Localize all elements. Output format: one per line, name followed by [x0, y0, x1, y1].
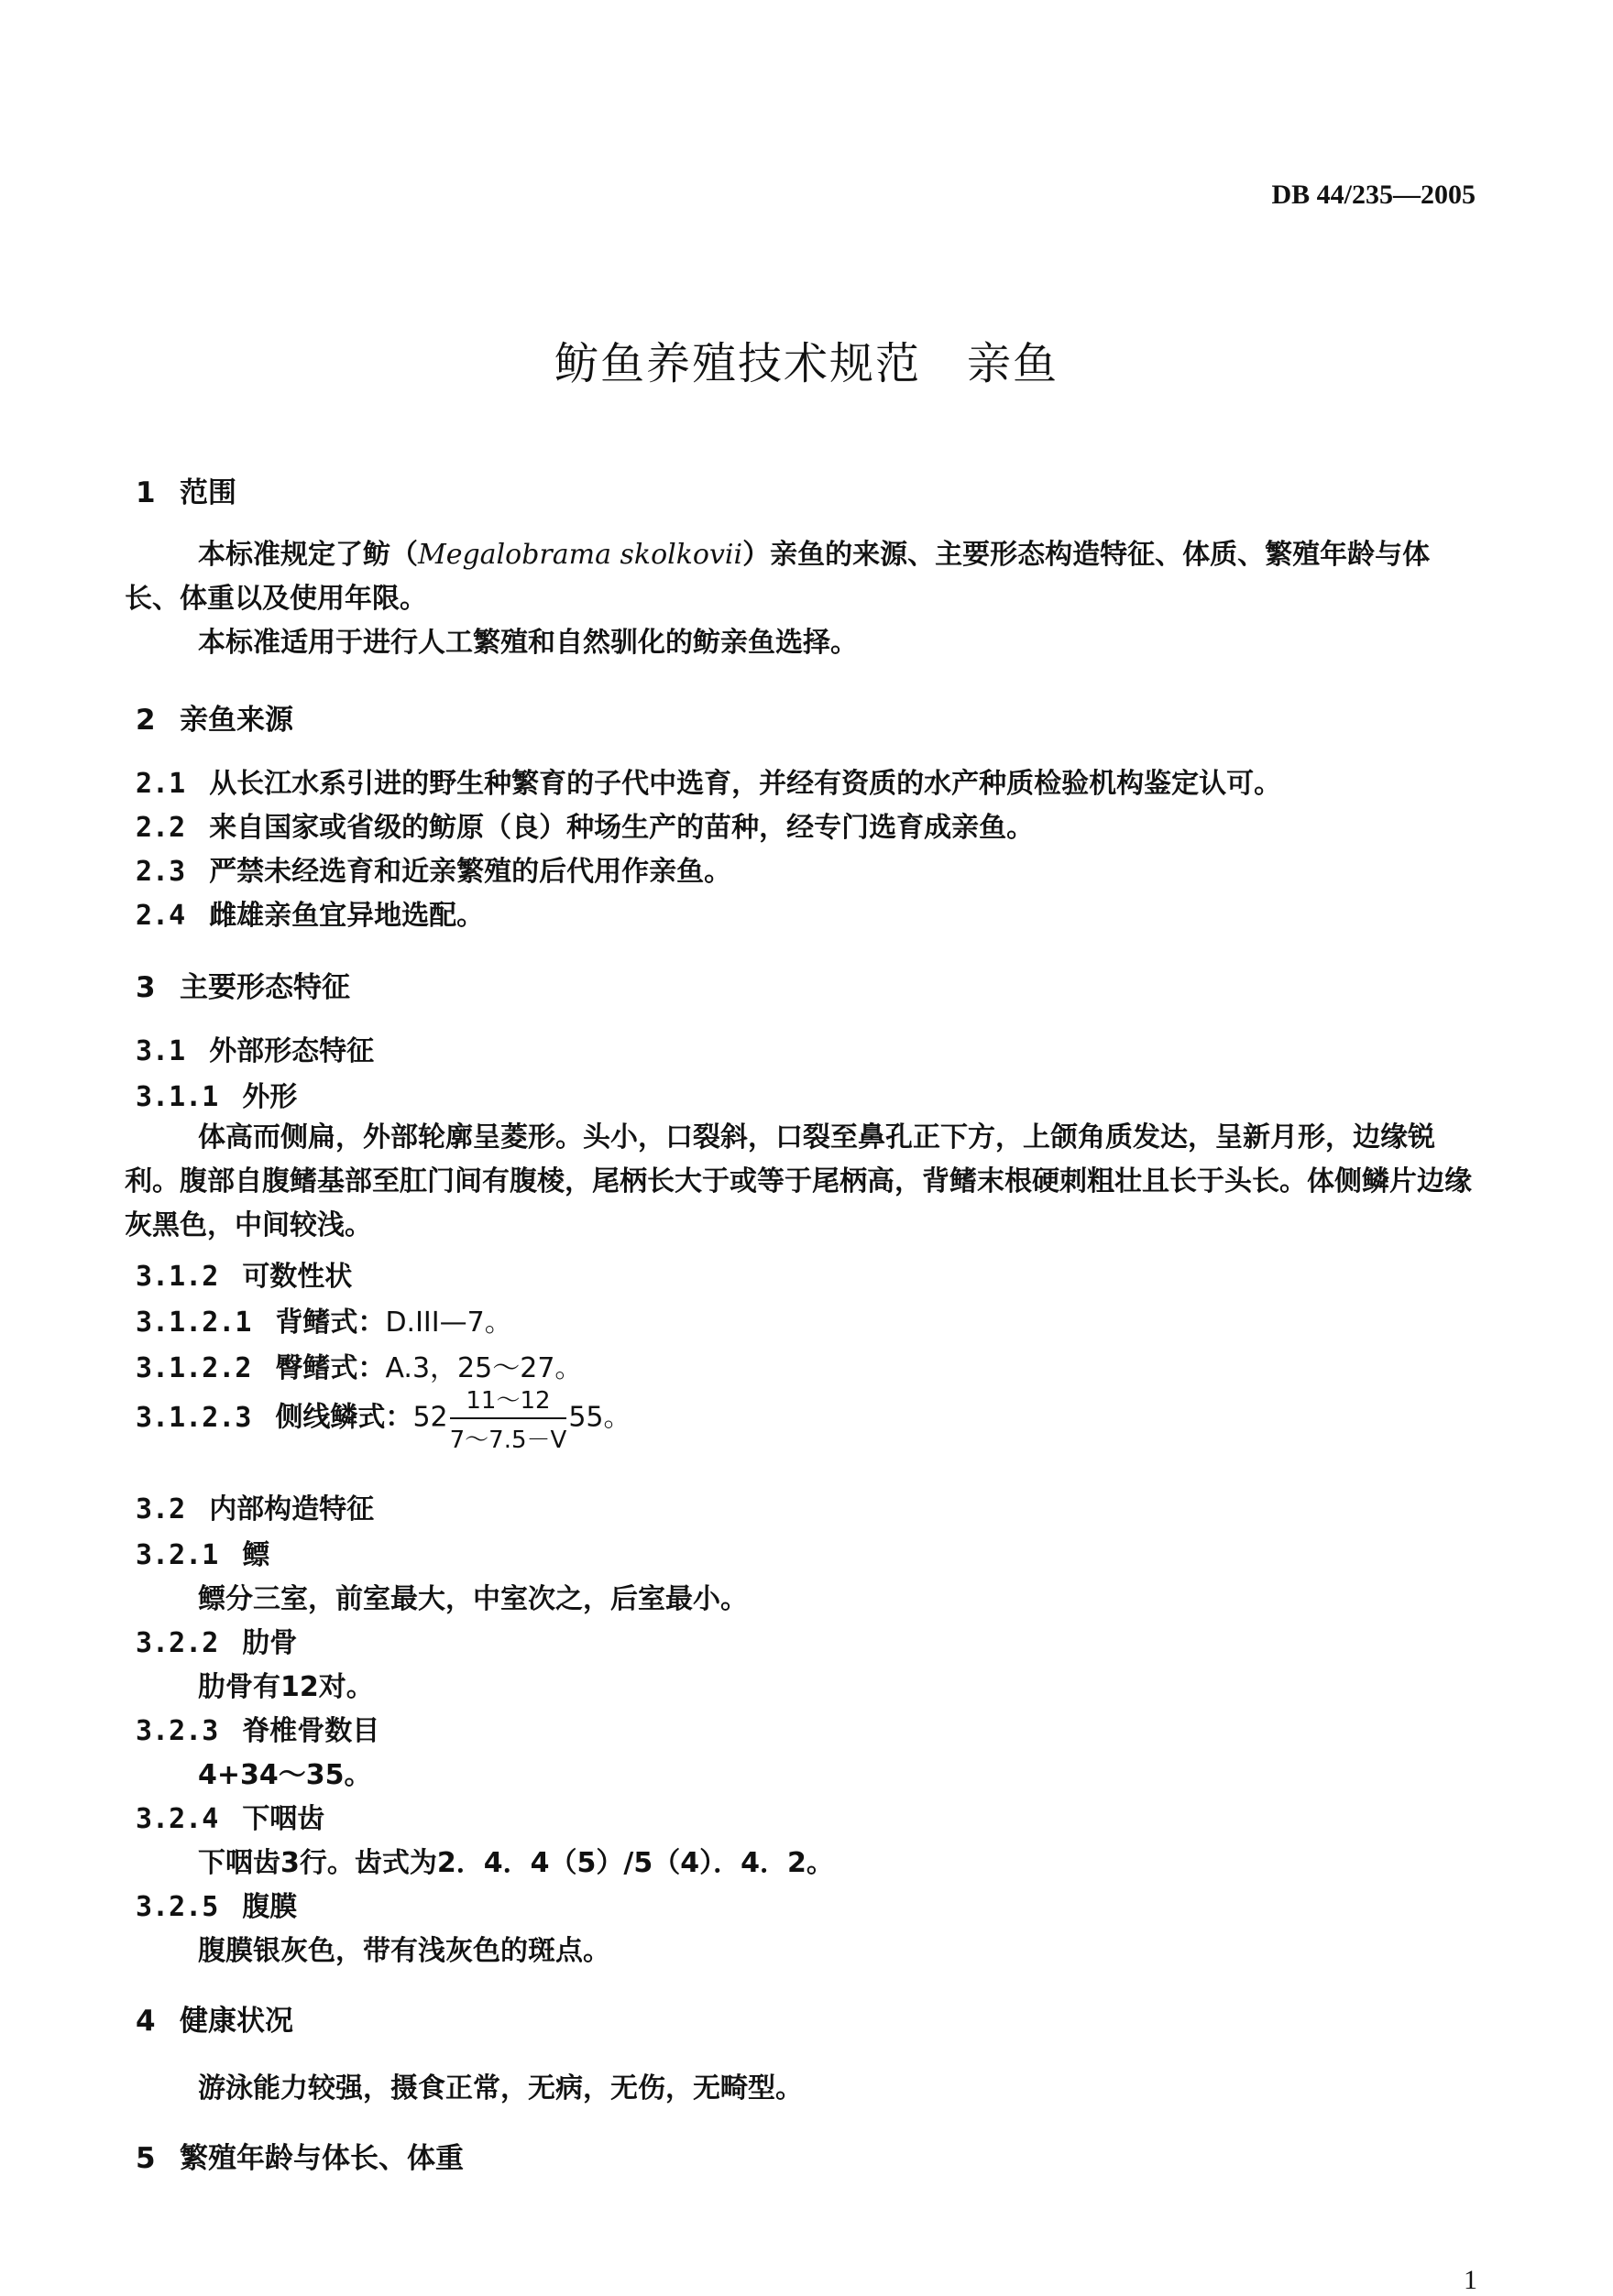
lateral-line-right: 55。: [568, 1401, 631, 1434]
subsection-3-2-1: [136, 1532, 269, 1572]
item-text: 腹膜: [242, 1891, 298, 1923]
item-text: 雌雄亲鱼宜异地选配。: [209, 900, 485, 932]
item-text: 严禁未经选育和近亲繁殖的后代用作亲鱼。: [209, 856, 732, 888]
item-number: 2.4: [136, 900, 186, 932]
section-number: 4: [136, 2005, 156, 2038]
section-title: 范围: [180, 476, 236, 509]
item-number: 3.1.2.1: [136, 1307, 252, 1339]
section-number: 5: [136, 2142, 156, 2175]
item-text: 外形: [242, 1081, 298, 1113]
section-number: 3: [136, 971, 156, 1004]
item-label: 侧线鳞式：: [275, 1401, 413, 1434]
item-number: 3.1.2: [136, 1261, 219, 1293]
text-run: ）亲鱼的来源、主要形态构造特征、体质、繁殖年龄与体长、体重以及使用年限。: [125, 539, 1431, 615]
section-3-heading: [136, 964, 350, 1005]
subsection-3-2-4: [136, 1796, 324, 1836]
item-number: 2.3: [136, 856, 186, 888]
list-item-2-1: [136, 760, 1281, 801]
section-1-paragraph-2: 本标准适用于进行人工繁殖和自然驯化的鲂亲鱼选择。: [198, 627, 858, 659]
item-label: 背鳍式：: [275, 1307, 386, 1339]
document-number: DB 44/235—2005: [1271, 180, 1476, 210]
subsection-3-1: [136, 1028, 374, 1068]
subsection-3-2: [136, 1486, 374, 1526]
lateral-line-left: 52: [412, 1401, 448, 1434]
item-text: 鳔: [242, 1539, 270, 1571]
item-number: 3.1: [136, 1035, 186, 1067]
item-value: A.3，25～27。: [385, 1352, 583, 1384]
item-number: 2.2: [136, 812, 186, 844]
item-number: 3.2.2: [136, 1627, 219, 1659]
page-title: 鲂鱼养殖技术规范 亲鱼: [554, 338, 1059, 389]
item-number: 3.1.2.3: [136, 1401, 252, 1434]
item-number: 3.1.2.2: [136, 1352, 252, 1384]
item-number: 3.2.1: [136, 1539, 219, 1571]
item-text: 可数性状: [242, 1261, 353, 1293]
latin-species-name: Megalobrama skolkovii: [418, 539, 743, 571]
section-1-heading: [136, 469, 236, 510]
item-text: 肋骨: [242, 1627, 298, 1659]
list-item-2-4: [136, 892, 484, 933]
list-item-2-2: [136, 804, 1034, 845]
subsection-3-2-2: [136, 1620, 297, 1660]
text-run: 本标准规定了鲂（: [198, 539, 418, 571]
section-title: 亲鱼来源: [180, 704, 293, 737]
section-number: 1: [136, 476, 156, 509]
item-text: 脊椎骨数目: [242, 1715, 380, 1747]
subsection-3-2-3-text: 4+34～35。: [198, 1759, 372, 1791]
subsection-3-2-5: [136, 1884, 297, 1924]
item-text: 内部构造特征: [209, 1493, 375, 1525]
subsection-3-1-2: [136, 1253, 352, 1294]
section-title: 主要形态特征: [180, 971, 350, 1004]
item-number: 3.2.3: [136, 1715, 219, 1747]
item-value: D.III—7。: [385, 1307, 512, 1339]
subsection-3-2-2-text: 肋骨有12对。: [198, 1671, 374, 1703]
section-1-paragraph-1: [125, 533, 1481, 621]
item-text: 来自国家或省级的鲂原（良）种场生产的苗种，经专门选育成亲鱼。: [209, 812, 1035, 844]
fraction-denominator: 7～7.5－V: [449, 1427, 567, 1454]
item-number: 3.2: [136, 1493, 186, 1525]
subsection-3-1-2-3: [136, 1382, 631, 1455]
subsection-3-2-3: [136, 1708, 379, 1748]
item-text: 下咽齿: [242, 1803, 325, 1835]
lateral-line-fraction: [450, 1382, 567, 1455]
item-text: 外部形态特征: [209, 1035, 375, 1067]
section-5-heading: [136, 2135, 464, 2176]
subsection-3-1-2-2: [136, 1345, 582, 1385]
section-number: 2: [136, 704, 156, 737]
subsection-3-2-5-text: 腹膜银灰色，带有浅灰色的斑点。: [198, 1935, 610, 1967]
item-number: 3.2.5: [136, 1891, 219, 1923]
list-item-2-3: [136, 848, 731, 889]
subsection-3-1-2-1: [136, 1299, 512, 1339]
subsection-3-2-4-text: 下咽齿3行。齿式为2．4．4（5）/5（4）．4．2。: [198, 1847, 834, 1879]
item-label: 臀鳍式：: [275, 1352, 386, 1384]
subsection-3-1-1-text: 体高而侧扁，外部轮廓呈菱形。头小，口裂斜，口裂至鼻孔正下方，上颌角质发达，呈新月形，边缘锐利。腹部自腹鳍基部至肛门间有腹棱，尾柄长大于或等于尾柄高，背鳍末根硬刺粗壮且长于头长。体侧鳞片边缘灰黑色，中间较浅。: [125, 1121, 1472, 1241]
subsection-3-2-1-text: 鳔分三室，前室最大，中室次之，后室最小。: [198, 1583, 748, 1615]
page-number: 1: [1464, 2265, 1477, 2295]
item-number: 3.1.1: [136, 1081, 219, 1113]
section-4-text: 游泳能力较强，摄食正常，无病，无伤，无畸型。: [198, 2072, 803, 2105]
item-number: 3.2.4: [136, 1803, 219, 1835]
section-title: 健康状况: [180, 2005, 293, 2038]
fraction-numerator: 11～12: [450, 1382, 567, 1419]
section-2-heading: [136, 696, 293, 738]
item-text: 从长江水系引进的野生种繁育的子代中选育，并经有资质的水产种质检验机构鉴定认可。: [209, 768, 1282, 800]
item-number: 2.1: [136, 768, 186, 800]
section-title: 繁殖年龄与体长、体重: [180, 2142, 464, 2175]
section-4-heading: [136, 1997, 293, 2039]
subsection-3-1-1: [136, 1074, 297, 1114]
